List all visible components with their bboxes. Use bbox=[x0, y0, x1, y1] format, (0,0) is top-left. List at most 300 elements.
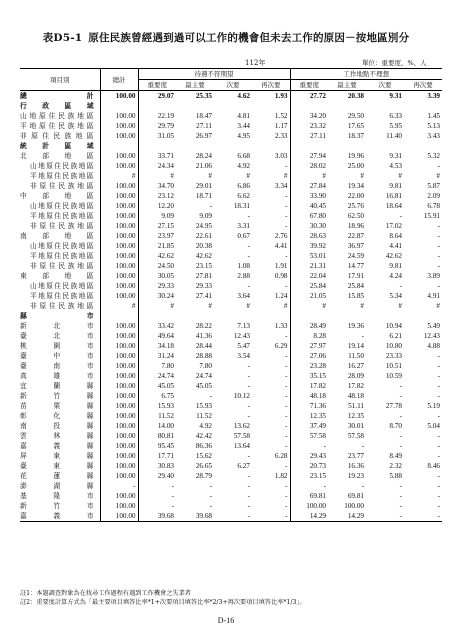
cell-value: - bbox=[247, 412, 250, 420]
cell-value: 6.86 bbox=[237, 182, 250, 190]
row-label: 山地原住民族地區 bbox=[20, 112, 94, 120]
cell-total: 100.00 bbox=[100, 291, 138, 301]
table-row bbox=[20, 341, 442, 351]
cell-total: 100.00 bbox=[100, 191, 138, 201]
cell-value: 11.40 bbox=[386, 132, 402, 140]
cell-value: - bbox=[247, 382, 250, 390]
cell-value: 49.64 bbox=[138, 331, 176, 341]
cell-value: - bbox=[209, 392, 212, 400]
cell-total: 100.00 bbox=[100, 231, 138, 241]
header-sub: 再次要 bbox=[252, 80, 290, 91]
cell-total: 100.00 bbox=[100, 491, 138, 501]
cell-value: 57.58 bbox=[347, 432, 364, 440]
cell-value: 18.96 bbox=[347, 222, 364, 230]
cell-value: 18.64 bbox=[385, 202, 402, 210]
row-label: 臺東縣 bbox=[20, 462, 94, 470]
cell-value: 8.64 bbox=[389, 232, 402, 240]
cell-value: - bbox=[285, 352, 288, 360]
cell-value: # bbox=[283, 172, 288, 180]
cell-value: 1.93 bbox=[274, 92, 288, 100]
cell-value: - bbox=[285, 252, 288, 260]
header-sub: 最主要 bbox=[328, 80, 366, 91]
table-row bbox=[20, 401, 442, 411]
cell-value: 0.67 bbox=[237, 232, 250, 240]
cell-value: 24.50 bbox=[138, 261, 176, 271]
header-group-salary: 待遇不符期望 bbox=[138, 69, 290, 80]
cell-value: 1.52 bbox=[274, 112, 288, 120]
row-label: 非原住民族地區 bbox=[30, 182, 94, 190]
footnote: 註1：本題調查對象為在找尋工作過程有遇到工作機會之失業者 bbox=[20, 590, 191, 597]
cell-value: 4.92 bbox=[199, 422, 212, 430]
cell-value: - bbox=[285, 432, 288, 440]
cell-total: 100.00 bbox=[100, 271, 138, 281]
cell-value: 5.04 bbox=[427, 422, 440, 430]
cell-value: 53.01 bbox=[290, 251, 328, 261]
table-row bbox=[20, 331, 442, 341]
row-label: 東部地區 bbox=[20, 272, 94, 280]
row-label: 雲林縣 bbox=[20, 432, 94, 440]
cell-total: 100.00 bbox=[100, 381, 138, 391]
cell-value: 45.05 bbox=[195, 382, 212, 390]
cell-value: 42.62 bbox=[195, 252, 212, 260]
cell-value: - bbox=[285, 462, 288, 470]
row-label: 平地原住民族地區 bbox=[30, 172, 94, 180]
row-label: 南投縣 bbox=[20, 422, 94, 430]
cell-value: 8.70 bbox=[389, 422, 402, 430]
cell-total: 100.00 bbox=[100, 351, 138, 361]
cell-value: - bbox=[361, 332, 364, 340]
cell-value: 7.80 bbox=[199, 362, 212, 370]
row-label: 臺北市 bbox=[20, 332, 94, 340]
cell-value: 12.35 bbox=[347, 412, 364, 420]
row-label: 北部地區 bbox=[20, 152, 94, 160]
cell-value: 1.17 bbox=[274, 122, 288, 130]
cell-value: 23.77 bbox=[347, 452, 364, 460]
cell-value: 2.32 bbox=[389, 462, 402, 470]
cell-value: 27.11 bbox=[196, 122, 212, 130]
cell-total: 100.00 bbox=[100, 471, 138, 481]
cell-total: 100.00 bbox=[100, 511, 138, 522]
cell-value: 11.50 bbox=[348, 352, 364, 360]
cell-value: - bbox=[399, 382, 402, 390]
cell-value: 33.71 bbox=[138, 151, 176, 161]
table-row bbox=[20, 411, 442, 421]
cell-value: - bbox=[399, 442, 402, 450]
cell-value: - bbox=[285, 422, 288, 430]
cell-value: 27.94 bbox=[290, 151, 328, 161]
cell-value: 16.81 bbox=[385, 192, 402, 200]
table-row bbox=[20, 221, 442, 231]
cell-value: 18.37 bbox=[347, 132, 364, 140]
cell-value: - bbox=[290, 441, 328, 451]
cell-value: 4.41 bbox=[389, 242, 402, 250]
cell-value: 1.33 bbox=[274, 322, 288, 330]
cell-value: 100.00 bbox=[344, 502, 364, 510]
table-row bbox=[20, 211, 442, 221]
row-label: 澎湖縣 bbox=[20, 482, 94, 490]
cell-value: - bbox=[290, 481, 328, 491]
cell-value: # bbox=[208, 302, 212, 310]
cell-value: 6.27 bbox=[237, 462, 250, 470]
cell-value: 31.05 bbox=[138, 131, 176, 141]
table-row bbox=[20, 261, 442, 271]
cell-total: # bbox=[100, 301, 138, 311]
cell-value: - bbox=[437, 222, 440, 230]
table-row bbox=[20, 191, 442, 201]
cell-value: - bbox=[437, 502, 440, 510]
cell-value: 26.97 bbox=[195, 132, 212, 140]
cell-total: 100.00 bbox=[100, 421, 138, 431]
cell-value: 9.81 bbox=[389, 182, 402, 190]
row-label: 新竹市 bbox=[20, 502, 94, 510]
cell-value: 9.81 bbox=[389, 262, 402, 270]
cell-value: 23.28 bbox=[290, 361, 328, 371]
row-label: 非原住民族地區 bbox=[30, 222, 94, 230]
cell-value: 20.73 bbox=[290, 461, 328, 471]
cell-value: 27.15 bbox=[138, 221, 176, 231]
row-label: 臺中市 bbox=[20, 352, 94, 360]
row-label: 平地原住民族地區 bbox=[30, 212, 94, 220]
cell-value: # bbox=[290, 171, 328, 181]
cell-value: - bbox=[285, 372, 288, 380]
cell-value: 23.33 bbox=[385, 352, 402, 360]
cell-value: 4.88 bbox=[427, 342, 440, 350]
cell-value: - bbox=[247, 402, 250, 410]
cell-value: 34.70 bbox=[138, 181, 176, 191]
cell-value bbox=[252, 101, 290, 111]
table-row bbox=[20, 141, 442, 151]
cell-total bbox=[100, 311, 138, 321]
cell-value: 30.05 bbox=[138, 271, 176, 281]
table-row bbox=[20, 481, 442, 491]
cell-value: - bbox=[404, 511, 442, 522]
cell-value: 22.00 bbox=[347, 192, 364, 200]
cell-value: - bbox=[247, 452, 250, 460]
cell-total: 100.00 bbox=[100, 371, 138, 381]
cell-total: 100.00 bbox=[100, 341, 138, 351]
cell-total: 100.00 bbox=[100, 391, 138, 401]
cell-total: 100.00 bbox=[100, 441, 138, 451]
cell-value: 24.34 bbox=[138, 161, 176, 171]
cell-value: # bbox=[290, 301, 328, 311]
cell-value: - bbox=[285, 482, 288, 490]
table-row bbox=[20, 291, 442, 301]
cell-value: - bbox=[285, 332, 288, 340]
cell-value: 35.15 bbox=[290, 371, 328, 381]
cell-value: 25.35 bbox=[195, 92, 212, 100]
cell-value: 3.43 bbox=[427, 132, 440, 140]
cell-value: - bbox=[209, 502, 212, 510]
cell-value: 29.40 bbox=[138, 471, 176, 481]
cell-value bbox=[404, 101, 442, 111]
cell-value: 7.80 bbox=[138, 361, 176, 371]
cell-value: # bbox=[360, 172, 364, 180]
cell-value: 17.82 bbox=[347, 382, 364, 390]
cell-value bbox=[404, 311, 442, 321]
table-row bbox=[20, 181, 442, 191]
table-row bbox=[20, 231, 442, 241]
cell-value: 4.92 bbox=[237, 162, 250, 170]
cell-total: 100.00 bbox=[100, 121, 138, 131]
cell-value: 28.09 bbox=[347, 372, 364, 380]
cell-total bbox=[100, 141, 138, 151]
cell-value: 2.33 bbox=[274, 132, 288, 140]
row-label: 平地原住民族地區 bbox=[20, 122, 94, 130]
cell-value: 69.81 bbox=[347, 492, 364, 500]
cell-value: - bbox=[437, 472, 440, 480]
cell-total: 100.00 bbox=[100, 221, 138, 231]
cell-value: 5.87 bbox=[427, 182, 440, 190]
cell-value: 29.79 bbox=[138, 121, 176, 131]
cell-value: 27.84 bbox=[290, 181, 328, 191]
row-label: 苗栗縣 bbox=[20, 402, 94, 410]
cell-value: 27.11 bbox=[290, 131, 328, 141]
cell-value: 42.62 bbox=[385, 252, 402, 260]
cell-value: 62.50 bbox=[347, 212, 364, 220]
cell-value: - bbox=[285, 382, 288, 390]
cell-value: 48.18 bbox=[347, 392, 364, 400]
table-row bbox=[20, 351, 442, 361]
cell-value: - bbox=[437, 412, 440, 420]
cell-value: - bbox=[209, 482, 212, 490]
table-row bbox=[20, 421, 442, 431]
table-row bbox=[20, 391, 442, 401]
cell-value: 13.64 bbox=[233, 442, 250, 450]
table-row bbox=[20, 431, 442, 441]
cell-value: 24.74 bbox=[195, 372, 212, 380]
cell-value: 4.41 bbox=[274, 242, 288, 250]
header-sub: 次要 bbox=[366, 80, 404, 91]
header-sub: 最主要 bbox=[176, 80, 214, 91]
cell-value: 42.42 bbox=[195, 432, 212, 440]
cell-value: - bbox=[247, 282, 250, 290]
cell-value: 41.36 bbox=[195, 332, 212, 340]
cell-value: 20.38 bbox=[347, 92, 364, 100]
cell-value: 19.23 bbox=[347, 472, 364, 480]
cell-value: 29.07 bbox=[138, 91, 176, 102]
cell-value bbox=[404, 141, 442, 151]
cell-value bbox=[290, 141, 328, 151]
cell-value: - bbox=[247, 212, 250, 220]
cell-value: 28.44 bbox=[195, 342, 212, 350]
cell-value: - bbox=[285, 492, 288, 500]
cell-value: 3.34 bbox=[274, 182, 288, 190]
cell-value: - bbox=[285, 162, 288, 170]
cell-value: 14.00 bbox=[138, 421, 176, 431]
table-row bbox=[20, 121, 442, 131]
cell-value bbox=[252, 141, 290, 151]
table-row bbox=[20, 111, 442, 121]
cell-value: 14.29 bbox=[290, 511, 328, 522]
cell-value: - bbox=[437, 392, 440, 400]
table-row bbox=[20, 161, 442, 171]
cell-value: 28.24 bbox=[195, 152, 212, 160]
cell-value: - bbox=[399, 212, 402, 220]
cell-value: 27.06 bbox=[290, 351, 328, 361]
cell-value: - bbox=[138, 501, 176, 511]
cell-value: # bbox=[208, 172, 212, 180]
cell-value: - bbox=[209, 202, 212, 210]
table-row bbox=[20, 511, 442, 522]
cell-value: 95.45 bbox=[138, 441, 176, 451]
footnotes bbox=[20, 590, 306, 607]
cell-value bbox=[328, 101, 366, 111]
row-label: 統計區域 bbox=[20, 142, 94, 150]
cell-value: # bbox=[398, 302, 402, 310]
table-row bbox=[20, 371, 442, 381]
cell-value: 9.09 bbox=[199, 212, 212, 220]
cell-value: 28.63 bbox=[290, 231, 328, 241]
cell-total: 100.00 bbox=[100, 361, 138, 371]
cell-value bbox=[176, 141, 214, 151]
cell-value: 25.76 bbox=[347, 202, 364, 210]
cell-value: 3.64 bbox=[237, 292, 250, 300]
cell-total: 100.00 bbox=[100, 131, 138, 141]
row-label: 新北市 bbox=[20, 322, 94, 330]
cell-value bbox=[176, 311, 214, 321]
cell-value: 3.89 bbox=[427, 272, 440, 280]
cell-value: 12.43 bbox=[423, 332, 440, 340]
header-sub: 再次要 bbox=[404, 80, 442, 91]
cell-value: 10.94 bbox=[385, 322, 402, 330]
row-label: 花蓮縣 bbox=[20, 472, 94, 480]
cell-value: 7.13 bbox=[237, 322, 250, 330]
unit-label: 單位：重要度、%、人 bbox=[362, 59, 427, 67]
cell-value: 27.78 bbox=[385, 402, 402, 410]
cell-value: 24.74 bbox=[138, 371, 176, 381]
cell-value: 69.81 bbox=[290, 491, 328, 501]
row-label: 臺南市 bbox=[20, 362, 94, 370]
cell-value: 5.13 bbox=[427, 122, 440, 130]
cell-total: # bbox=[100, 171, 138, 181]
cell-value bbox=[290, 101, 328, 111]
table-row bbox=[20, 151, 442, 161]
table-row bbox=[20, 251, 442, 261]
cell-value: - bbox=[285, 362, 288, 370]
table-row bbox=[20, 471, 442, 481]
cell-value: 24.95 bbox=[195, 222, 212, 230]
table-row bbox=[20, 91, 442, 102]
row-label: 山地原住民族地區 bbox=[30, 162, 94, 170]
table-row bbox=[20, 281, 442, 291]
table-row bbox=[20, 171, 442, 181]
header-sub: 重要度 bbox=[138, 80, 176, 91]
cell-value: 10.12 bbox=[233, 392, 250, 400]
cell-total: 100.00 bbox=[100, 321, 138, 331]
cell-value: 42.62 bbox=[138, 251, 176, 261]
table-row bbox=[20, 101, 442, 111]
cell-value: 2.88 bbox=[237, 272, 250, 280]
cell-value bbox=[328, 311, 366, 321]
cell-value bbox=[176, 101, 214, 111]
cell-value: 1.82 bbox=[274, 472, 288, 480]
cell-value: 8.49 bbox=[389, 452, 402, 460]
cell-value: 3.44 bbox=[237, 122, 250, 130]
cell-value: - bbox=[285, 202, 288, 210]
cell-total: 100.00 bbox=[100, 501, 138, 511]
cell-value: 27.97 bbox=[290, 341, 328, 351]
cell-value: 31.24 bbox=[138, 351, 176, 361]
cell-value: # bbox=[436, 302, 440, 310]
row-label: 縣市 bbox=[20, 312, 94, 320]
cell-value: 21.85 bbox=[138, 241, 176, 251]
cell-total: 100.00 bbox=[100, 181, 138, 191]
cell-value: 13.62 bbox=[233, 422, 250, 430]
cell-value: - bbox=[247, 472, 250, 480]
cell-value: - bbox=[214, 511, 252, 522]
cell-value: 30.24 bbox=[138, 291, 176, 301]
cell-value: # bbox=[246, 172, 250, 180]
cell-value: 4.62 bbox=[237, 92, 250, 100]
table-title-text: 原住民族曾經遇到過可以工作的機會但未去工作的原因－按地區別分 bbox=[88, 32, 410, 44]
cell-value: 6.78 bbox=[427, 202, 440, 210]
cell-value: - bbox=[437, 372, 440, 380]
cell-value: 21.31 bbox=[290, 261, 328, 271]
cell-value: - bbox=[285, 222, 288, 230]
cell-value: 8.46 bbox=[427, 462, 440, 470]
cell-value: - bbox=[437, 382, 440, 390]
cell-value: 51.11 bbox=[348, 402, 364, 410]
cell-value: 23.12 bbox=[138, 191, 176, 201]
cell-value: 9.09 bbox=[138, 211, 176, 221]
cell-value: 2.09 bbox=[427, 192, 440, 200]
cell-value: - bbox=[366, 511, 404, 522]
row-label: 宜蘭縣 bbox=[20, 382, 94, 390]
cell-total: 100.00 bbox=[100, 411, 138, 421]
cell-value: 20.38 bbox=[195, 242, 212, 250]
cell-value: 4.53 bbox=[389, 162, 402, 170]
cell-value: 11.52 bbox=[196, 412, 212, 420]
cell-value bbox=[252, 311, 290, 321]
cell-value: - bbox=[361, 442, 364, 450]
cell-value: - bbox=[285, 412, 288, 420]
cell-value: - bbox=[285, 392, 288, 400]
cell-value: - bbox=[247, 482, 250, 490]
cell-value: # bbox=[246, 302, 250, 310]
cell-value: 3.31 bbox=[237, 222, 250, 230]
cell-value: 19.36 bbox=[347, 322, 364, 330]
cell-value: 27.41 bbox=[195, 292, 212, 300]
row-label: 山地原住民族地區 bbox=[30, 282, 94, 290]
cell-value: 86.36 bbox=[195, 442, 212, 450]
cell-value: 9.31 bbox=[389, 152, 402, 160]
cell-value bbox=[138, 101, 176, 111]
table-row bbox=[20, 321, 442, 331]
cell-value: - bbox=[437, 442, 440, 450]
cell-value: - bbox=[209, 492, 212, 500]
header-item: 項目別 bbox=[20, 69, 100, 91]
row-label: 嘉義縣 bbox=[20, 442, 94, 450]
cell-value: 14.29 bbox=[328, 511, 366, 522]
cell-value: 45.05 bbox=[138, 381, 176, 391]
row-label: 新竹縣 bbox=[20, 392, 94, 400]
cell-value: 48.18 bbox=[290, 391, 328, 401]
cell-total: 100.00 bbox=[100, 111, 138, 121]
cell-value: - bbox=[437, 162, 440, 170]
cell-value: - bbox=[399, 282, 402, 290]
cell-value: 6.68 bbox=[237, 152, 250, 160]
cell-value: 8.28 bbox=[290, 331, 328, 341]
row-label: 平地原住民族地區 bbox=[30, 252, 94, 260]
cell-value: 28.22 bbox=[195, 322, 212, 330]
row-label: 行政區域 bbox=[20, 102, 94, 110]
cell-value: 67.80 bbox=[290, 211, 328, 221]
cell-value: 71.36 bbox=[290, 401, 328, 411]
cell-value: 1.08 bbox=[237, 262, 250, 270]
row-label: 高雄市 bbox=[20, 372, 94, 380]
cell-total: 100.00 bbox=[100, 151, 138, 161]
cell-value: 10.51 bbox=[385, 362, 402, 370]
